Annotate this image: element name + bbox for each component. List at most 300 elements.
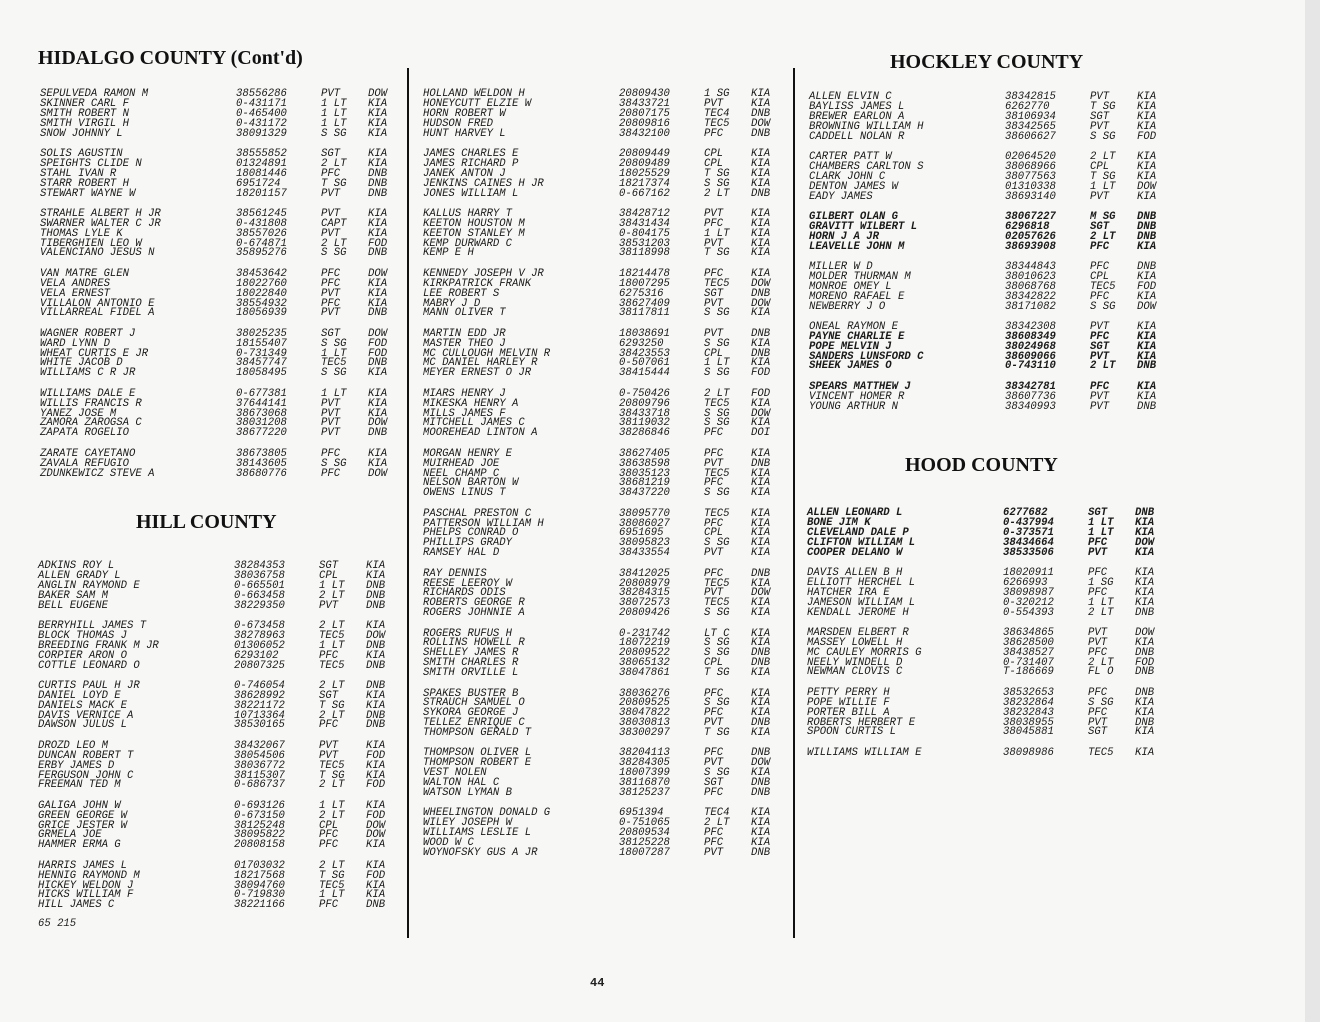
status: DNB	[751, 847, 771, 859]
casualty-row	[38, 901, 398, 911]
name: PASCHAL PRESTON C	[423, 507, 532, 520]
status: KIA	[751, 97, 771, 110]
roster-hood	[807, 509, 1167, 769]
serial-number: 0-751065	[619, 817, 670, 830]
serial-number: 38025235	[236, 327, 287, 340]
rank: 1 LT	[1088, 516, 1114, 529]
status: KIA	[1135, 546, 1155, 559]
column-divider-left	[407, 68, 409, 938]
status: DNB	[366, 589, 386, 602]
name: NEEL CHAMP C	[423, 467, 500, 480]
entry-group	[423, 627, 783, 680]
serial-number: 20809449	[619, 147, 670, 160]
serial-number: 6266993	[1003, 576, 1048, 589]
rank: T SG	[321, 177, 347, 190]
serial-number: 18022840	[236, 287, 287, 300]
name: DAWSON JULUS L	[38, 719, 128, 732]
status: KIA	[366, 649, 386, 662]
name: ZAMORA ZAROGSA C	[40, 417, 142, 430]
rank: TEC5	[704, 597, 730, 610]
rank: 2 LT	[1090, 360, 1116, 373]
serial-number: 38038955	[1003, 716, 1054, 729]
name: RICHARDS ODIS	[423, 587, 506, 600]
serial-number: 38300297	[619, 727, 670, 740]
serial-number: 38412025	[619, 567, 670, 580]
serial-number: 38232843	[1003, 706, 1054, 719]
status: DNB	[1137, 400, 1157, 413]
name: WILLIS FRANCIS R	[40, 397, 142, 410]
name: ALLEN GRADY L	[38, 569, 121, 582]
rank: TEC5	[319, 759, 345, 772]
serial-number: 38077563	[1005, 170, 1056, 183]
rank: SGT	[1088, 507, 1108, 519]
rank: PFC	[704, 787, 724, 800]
name: MEYER ERNEST O JR	[423, 367, 532, 380]
status: KIA	[1135, 636, 1155, 649]
rank: PFC	[1088, 566, 1108, 579]
serial-number: 38204113	[619, 747, 670, 760]
serial-number: 38284315	[619, 587, 670, 600]
status: KIA	[1135, 576, 1155, 589]
serial-number: 6293250	[619, 337, 664, 350]
status: FOD	[751, 387, 771, 400]
name: MILLER W D	[809, 260, 873, 273]
serial-number: 0-750426	[619, 387, 670, 400]
serial-number: 0-673150	[234, 809, 285, 822]
status: DOW	[368, 327, 388, 340]
serial-number: 38453642	[236, 267, 287, 280]
name: MARTIN EDD JR	[423, 327, 506, 340]
serial-number: 10713364	[234, 709, 285, 722]
rank: CPL	[704, 527, 724, 540]
status: KIA	[751, 767, 771, 780]
status: FOD	[1137, 280, 1157, 293]
rank: TEC4	[704, 807, 730, 820]
serial-number: 38054506	[234, 749, 285, 762]
name: KALLUS HARRY T	[423, 207, 513, 220]
name: SMITH CHARLES R	[423, 657, 519, 670]
status: KIA	[751, 447, 771, 460]
rank: T SG	[704, 667, 730, 680]
serial-number: 38091329	[236, 127, 287, 140]
status: KIA	[366, 560, 386, 572]
entry-group	[807, 686, 1167, 739]
name: WHEELINGTON DONALD G	[423, 807, 551, 820]
section-heading-hidalgo: HIDALGO COUNTY (Cont'd)	[38, 47, 303, 69]
name: GREEN GEORGE W	[38, 809, 128, 822]
name: THOMAS LYLE K	[40, 227, 123, 240]
roster-hidalgo-continued	[423, 90, 783, 869]
casualty-row	[809, 130, 1169, 143]
status: KIA	[751, 227, 771, 240]
serial-number: 38344843	[1005, 260, 1056, 273]
rank: PFC	[704, 707, 724, 720]
status: KIA	[368, 287, 388, 300]
name: RAY DENNIS	[423, 567, 487, 580]
name: WATSON LYMAN B	[423, 787, 513, 800]
serial-number: 0-743110	[1005, 360, 1056, 373]
rank: LT C	[704, 627, 730, 640]
serial-number: 18201157	[236, 187, 287, 200]
casualty-row	[809, 300, 1169, 313]
casualty-row	[423, 489, 783, 499]
status: DNB	[751, 347, 771, 360]
rank: PVT	[1090, 400, 1110, 413]
name: DENTON JAMES W	[809, 180, 899, 193]
serial-number: 38627405	[619, 447, 670, 460]
rank: PVT	[704, 297, 724, 310]
serial-number: 38555852	[236, 147, 287, 160]
name: SKINNER CARL F	[40, 97, 130, 110]
rank: 2 LT	[704, 187, 730, 200]
name: MASTER THEO J	[423, 337, 506, 350]
status: DNB	[751, 657, 771, 670]
status: KIA	[368, 387, 388, 400]
serial-number: 0-431172	[236, 117, 287, 130]
rank: TEC5	[704, 577, 730, 590]
rank: PVT	[321, 427, 341, 440]
status: KIA	[368, 127, 388, 140]
name: JONES WILLIAM L	[423, 187, 519, 200]
status: DNB	[1135, 686, 1155, 699]
name: MC CAULEY MORRIS G	[807, 646, 922, 659]
status: DOW	[1135, 536, 1155, 549]
serial-number: 35895276	[236, 247, 287, 260]
rank: T SG	[704, 167, 730, 180]
status: KIA	[751, 517, 771, 530]
status: KIA	[368, 207, 388, 220]
rank: S SG	[704, 337, 730, 350]
serial-number: 38628500	[1003, 636, 1054, 649]
serial-number: 6262770	[1005, 100, 1050, 113]
status: DNB	[368, 177, 388, 190]
rank: PFC	[319, 649, 339, 662]
status: DNB	[366, 709, 386, 722]
name: SANDERS LUNSFORD C	[809, 350, 924, 363]
status: DNB	[368, 307, 388, 320]
status: KIA	[751, 667, 771, 680]
status: KIA	[1135, 696, 1155, 709]
name: TIBERGHIEN LEO W	[40, 237, 142, 250]
status: DNB	[1137, 230, 1157, 243]
rank: PVT	[321, 207, 341, 220]
serial-number: 38531203	[619, 237, 670, 250]
casualty-row	[809, 190, 1169, 203]
serial-number: 0-465400	[236, 107, 287, 120]
serial-number: 20809430	[619, 88, 670, 100]
serial-number: 37644141	[236, 397, 287, 410]
serial-number: 20809816	[619, 117, 670, 130]
entry-group	[423, 147, 783, 200]
serial-number: 38106934	[1005, 110, 1056, 123]
serial-number: 38229350	[234, 599, 285, 612]
rank: S SG	[704, 697, 730, 710]
casualty-row	[423, 729, 783, 739]
serial-number: 6275316	[619, 287, 664, 300]
serial-number: 18007399	[619, 767, 670, 780]
rank: 2 LT	[319, 709, 345, 722]
serial-number: 18038691	[619, 327, 670, 340]
name: SYKORA GEORGE J	[423, 707, 519, 720]
serial-number: 38434664	[1003, 536, 1054, 549]
name: SPEIGHTS CLIDE N	[40, 157, 142, 170]
name: ZAPATA ROGELIO	[40, 427, 130, 440]
serial-number: 38634865	[1003, 626, 1054, 639]
name: ALLEN LEONARD L	[807, 507, 903, 519]
serial-number: 38340993	[1005, 400, 1056, 413]
serial-number: 38036772	[234, 759, 285, 772]
rank: 1 LT	[704, 227, 730, 240]
rank: PVT	[1088, 626, 1108, 639]
name: KEETON HOUSTON M	[423, 217, 525, 230]
name: KIRKPATRICK FRANK	[423, 277, 532, 290]
serial-number: 0-804175	[619, 227, 670, 240]
serial-number: 38433718	[619, 407, 670, 420]
name: ANGLIN RAYMOND E	[38, 579, 140, 592]
name: MARSDEN ELBERT R	[807, 626, 909, 639]
status: KIA	[1137, 110, 1157, 123]
serial-number: 38115307	[234, 769, 285, 782]
serial-number: 38433721	[619, 97, 670, 110]
rank: TEC5	[704, 397, 730, 410]
status: KIA	[751, 357, 771, 370]
rank: 1 LT	[319, 639, 345, 652]
serial-number: 20808979	[619, 577, 670, 590]
rank: T SG	[1090, 170, 1116, 183]
serial-number: 38010623	[1005, 270, 1056, 283]
name: JAMES CHARLES E	[423, 147, 519, 160]
rank: PFC	[321, 277, 341, 290]
rank: S SG	[321, 367, 347, 380]
rank: 2 LT	[319, 679, 345, 692]
serial-number: 38047861	[619, 667, 670, 680]
serial-number: 38125228	[619, 837, 670, 850]
rank: PVT	[1088, 716, 1108, 729]
name: MORGAN HENRY E	[423, 447, 513, 460]
name: MABRY J D	[423, 297, 481, 310]
rank: TEC5	[704, 277, 730, 290]
rank: SGT	[319, 689, 339, 702]
serial-number: 6951394	[619, 807, 664, 820]
serial-number: 38342815	[1005, 91, 1056, 103]
name: ROGERS JOHNNIE A	[423, 607, 525, 620]
rank: PVT	[319, 739, 339, 752]
status: KIA	[366, 889, 386, 902]
status: KIA	[368, 107, 388, 120]
status: KIA	[1135, 596, 1155, 609]
serial-number: 38098986	[1003, 746, 1054, 759]
serial-number: 38433554	[619, 547, 670, 560]
status: KIA	[1135, 706, 1155, 719]
entry-group	[40, 267, 400, 320]
name: MANN OLIVER T	[423, 307, 506, 320]
status: DNB	[368, 247, 388, 260]
serial-number: 0-667162	[619, 187, 670, 200]
status: KIA	[751, 177, 771, 190]
status: DNB	[366, 659, 386, 672]
name: CLARK JOHN C	[809, 170, 886, 183]
entry-group	[809, 150, 1169, 203]
rank: PFC	[319, 719, 339, 732]
name: HOLLAND WELDON H	[423, 88, 525, 100]
casualty-row	[423, 127, 783, 140]
serial-number: 0-373571	[1003, 526, 1054, 539]
name: BELL EUGENE	[38, 599, 108, 612]
name: WALTON HAL C	[423, 777, 500, 790]
entry-group	[40, 387, 400, 440]
status: KIA	[368, 457, 388, 470]
serial-number: 38116870	[619, 777, 670, 790]
rank: 1 LT	[321, 107, 347, 120]
serial-number: 38284353	[234, 560, 285, 572]
rank: PFC	[704, 837, 724, 850]
status: DNB	[1135, 606, 1155, 619]
rank: 2 LT	[319, 809, 345, 822]
scan-edge	[1305, 0, 1320, 1022]
rank: PVT	[321, 417, 341, 430]
name: WOOD W C	[423, 837, 474, 850]
status: KIA	[751, 207, 771, 220]
status: DNB	[751, 787, 771, 800]
status: FOD	[366, 809, 386, 822]
status: DNB	[1135, 666, 1155, 679]
status: DNB	[366, 899, 386, 912]
name: POPE WILLIE F	[807, 696, 890, 709]
status: KIA	[1137, 170, 1157, 183]
status: KIA	[1137, 100, 1157, 113]
rank: S SG	[321, 127, 347, 140]
rank: PFC	[704, 517, 724, 530]
status: DNB	[751, 777, 771, 790]
rank: PFC	[1090, 290, 1110, 303]
name: GALIGA JOHN W	[38, 799, 121, 812]
casualty-row	[423, 829, 783, 839]
entry-group	[423, 567, 783, 620]
status: KIA	[751, 537, 771, 550]
casualty-row	[423, 309, 783, 319]
name: WILLIAMS DALE E	[40, 387, 136, 400]
name: CURTIS PAUL H JR	[38, 679, 140, 692]
status: KIA	[751, 167, 771, 180]
rank: PVT	[1090, 390, 1110, 403]
status: DNB	[366, 579, 386, 592]
entry-group	[423, 207, 783, 260]
status: KIA	[751, 217, 771, 230]
serial-number: 18007295	[619, 277, 670, 290]
entry-group	[809, 320, 1169, 373]
rank: T SG	[319, 869, 345, 882]
serial-number: 38068966	[1005, 160, 1056, 173]
serial-number: 20809534	[619, 827, 670, 840]
name: KENDALL JEROME H	[807, 606, 909, 619]
name: BAKER SAM M	[38, 589, 108, 602]
serial-number: 0-554393	[1003, 606, 1054, 619]
serial-number: 38530165	[234, 719, 285, 732]
name: MILLS JAMES F	[423, 407, 506, 420]
status: KIA	[368, 117, 388, 130]
name: BAYLISS JAMES L	[809, 100, 905, 113]
status: KIA	[751, 467, 771, 480]
name: PATTERSON WILLIAM H	[423, 517, 544, 530]
casualty-row	[38, 599, 398, 612]
status: DOW	[368, 88, 388, 100]
serial-number: 02064520	[1005, 150, 1056, 163]
status: KIA	[368, 217, 388, 230]
serial-number: 38035123	[619, 467, 670, 480]
name: SMITH VIRGIL H	[40, 117, 130, 130]
rank: S SG	[704, 367, 730, 380]
serial-number: 38125248	[234, 819, 285, 832]
name: CLIFTON WILLIAM L	[807, 536, 916, 549]
name: VELA ERNEST	[40, 287, 110, 300]
serial-number: 18155407	[236, 337, 287, 350]
status: KIA	[366, 759, 386, 772]
name: JENKINS CAINES H JR	[423, 177, 544, 190]
serial-number: 38438527	[1003, 646, 1054, 659]
rank: S SG	[1090, 130, 1116, 143]
rank: PVT	[1090, 350, 1110, 363]
name: THOMPSON ROBERT E	[423, 757, 532, 770]
name: MC CULLOUGH MELVIN R	[423, 347, 551, 360]
rank: PFC	[321, 467, 341, 480]
status: KIA	[1137, 240, 1157, 253]
rank: PFC	[704, 127, 724, 140]
status: KIA	[751, 527, 771, 540]
rank: 1 SG	[704, 88, 730, 100]
status: KIA	[368, 297, 388, 310]
status: KIA	[1137, 120, 1157, 133]
rank: S SG	[704, 637, 730, 650]
rank: S SG	[704, 537, 730, 550]
name: SWARNER WALTER C JR	[40, 217, 161, 230]
serial-number: 18025529	[619, 167, 670, 180]
serial-number: 0-437994	[1003, 516, 1054, 529]
rank: PVT	[321, 227, 341, 240]
rank: PFC	[704, 747, 724, 760]
name: ALLEN ELVIN C	[809, 91, 892, 103]
serial-number: 38221166	[234, 899, 285, 912]
casualty-row	[423, 369, 783, 379]
name: NELSON BARTON W	[423, 477, 519, 490]
rank: SGT	[321, 147, 341, 160]
status: DNB	[1135, 646, 1155, 659]
name: WILLIAMS C R JR	[40, 367, 136, 380]
name: WARD LYNN D	[40, 337, 110, 350]
status: KIA	[1137, 150, 1157, 163]
rank: PVT	[704, 547, 724, 560]
rank: 1 LT	[319, 799, 345, 812]
column-divider-right	[793, 68, 795, 938]
serial-number: 0-665501	[234, 579, 285, 592]
status: KIA	[1137, 340, 1157, 353]
rank: PVT	[704, 97, 724, 110]
name: BREWER EARLON A	[809, 110, 905, 123]
rank: S SG	[704, 607, 730, 620]
name: STRAHLE ALBERT H JR	[40, 207, 161, 220]
name: FERGUSON JOHN C	[38, 769, 134, 782]
serial-number: 18072219	[619, 637, 670, 650]
rank: PVT	[1088, 636, 1108, 649]
casualty-row	[38, 781, 398, 791]
status: DOW	[366, 819, 386, 832]
rank: 1 LT	[321, 387, 347, 400]
entry-group	[38, 739, 398, 792]
rank: CPL	[319, 569, 339, 582]
casualty-row	[423, 187, 783, 200]
serial-number: 0-320212	[1003, 596, 1054, 609]
name: DUNCAN ROBERT T	[38, 749, 134, 762]
status: KIA	[1137, 330, 1157, 343]
